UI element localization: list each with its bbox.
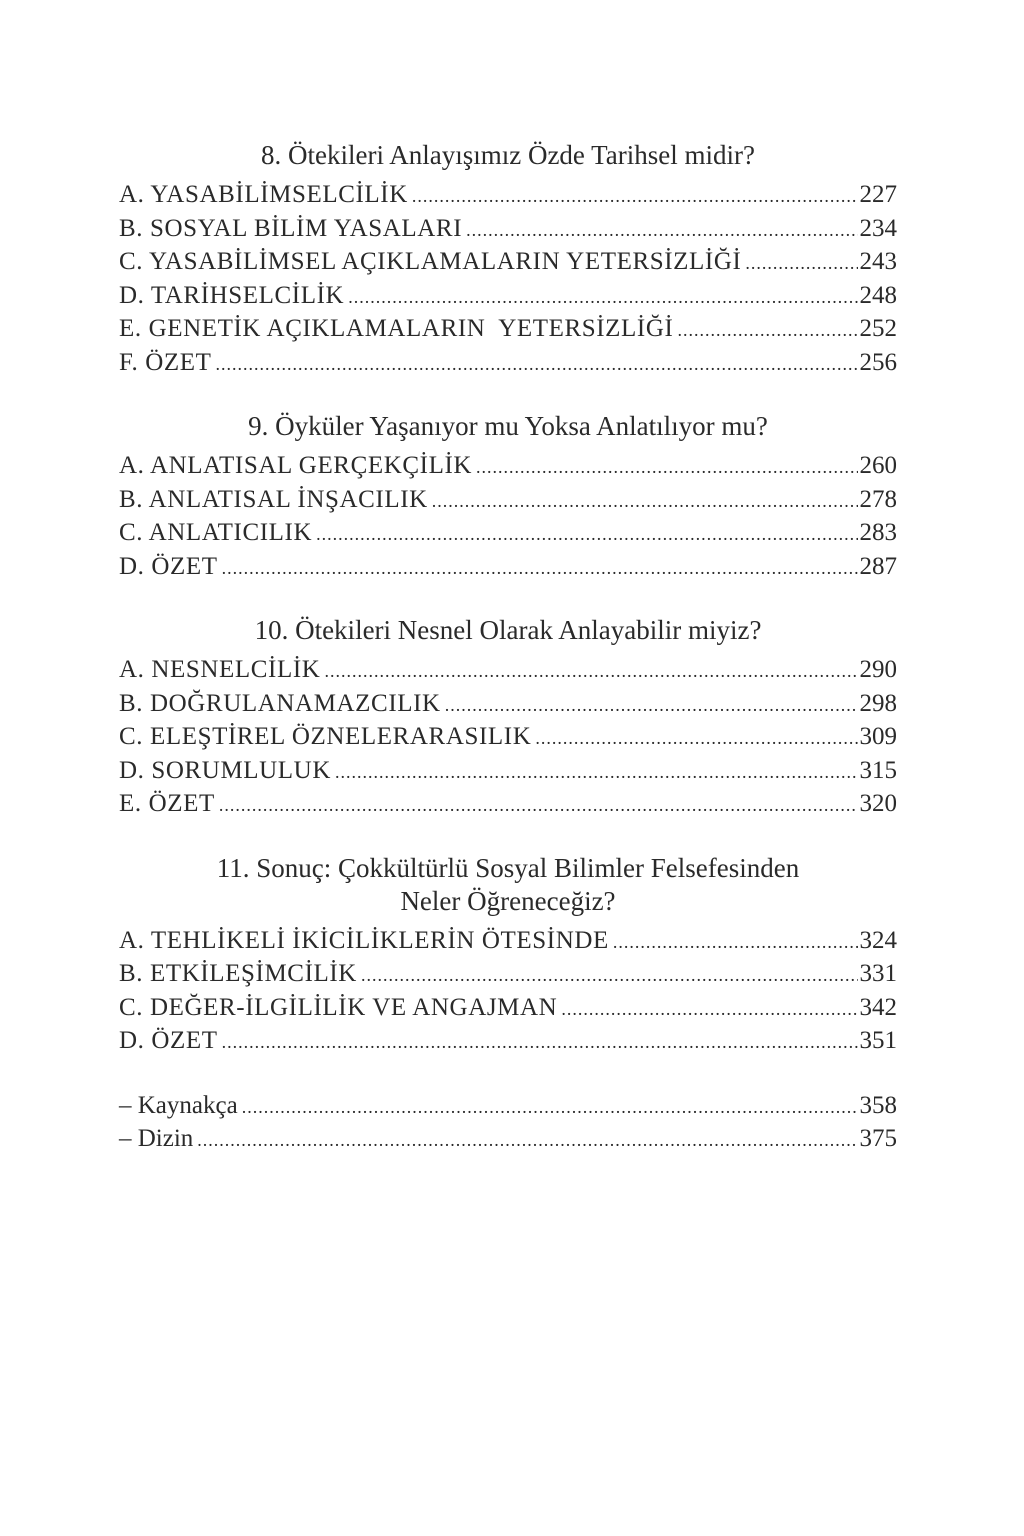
toc-entry-label: A. NESNELCİLİK <box>119 656 321 683</box>
toc-entry <box>119 550 897 584</box>
toc-entry-page: 324 <box>859 926 897 954</box>
toc-entry-label: B. SOSYAL BİLİM YASALARI <box>119 214 463 242</box>
dot-leader <box>197 1124 857 1158</box>
chapter-title-line: 10. Ötekileri Nesnel Olarak Anlayabilir miyiz? <box>254 615 762 645</box>
toc-entry-page: 342 <box>859 993 897 1021</box>
toc-entry-page: 243 <box>859 248 897 275</box>
toc-entry-label: – Dizin <box>119 1125 194 1152</box>
toc-entry <box>119 924 897 958</box>
toc-entry-label: D. ÖZET <box>119 1027 218 1054</box>
chapter-8 <box>119 139 897 379</box>
toc-entry <box>119 279 897 313</box>
toc-entry-page: 358 <box>859 1091 897 1119</box>
toc-entry-page: 320 <box>859 790 897 817</box>
chapter-title <box>119 852 897 918</box>
toc-entry <box>119 957 897 991</box>
dot-leader <box>412 180 858 214</box>
chapter-title-line: Neler Öğreneceğiz? <box>400 885 616 916</box>
dot-leader <box>324 655 857 689</box>
toc-entry <box>119 754 897 788</box>
dot-leader <box>476 451 857 485</box>
dot-leader <box>335 756 858 790</box>
dot-leader <box>222 552 858 586</box>
toc-entry <box>119 516 897 550</box>
toc-entry-label: C. YASABİLİMSEL AÇIKLAMALARIN YETERSİZLİĞİ <box>119 248 742 275</box>
toc-entry-page: 375 <box>859 1125 897 1152</box>
toc-entry-label: A. ANLATISAL GERÇEKÇİLİK <box>119 452 473 479</box>
dot-leader <box>361 959 858 993</box>
toc-entry <box>119 312 897 346</box>
chapter-title <box>119 410 897 443</box>
toc-entry-page: 234 <box>859 214 897 242</box>
toc-entry <box>119 449 897 483</box>
toc-entry <box>119 346 897 380</box>
chapter-title <box>119 139 897 172</box>
dot-leader <box>242 1091 858 1125</box>
toc-entry <box>119 212 897 246</box>
toc-entry <box>119 1089 897 1123</box>
dot-leader <box>445 689 858 723</box>
toc-entry <box>119 653 897 687</box>
backmatter <box>119 1089 897 1156</box>
toc-entry <box>119 687 897 721</box>
toc-entry-label: D. ÖZET <box>119 552 218 580</box>
toc-entry-label: – Kaynakça <box>119 1091 238 1119</box>
toc-entry-label: D. TARİHSELCİLİK <box>119 281 345 309</box>
dot-leader <box>561 993 857 1027</box>
table-of-contents <box>119 139 897 1156</box>
toc-entry-page: 331 <box>859 960 897 987</box>
toc-entry <box>119 787 897 821</box>
dot-leader <box>215 348 857 382</box>
toc-entry-page: 351 <box>859 1027 897 1054</box>
toc-entry-label: F. ÖZET <box>119 348 212 376</box>
chapter-title-line: 9. Öyküler Yaşanıyor mu Yoksa Anlatılıyor mu? <box>248 411 768 441</box>
toc-entry-label: A. YASABİLİMSELCİLİK <box>119 181 408 208</box>
toc-entry-label: D. SORUMLULUK <box>119 756 331 784</box>
chapter-title-line: 8. Ötekileri Anlayışımız Özde Tarihsel midir? <box>261 140 755 170</box>
dot-leader <box>613 926 858 960</box>
toc-entry-page: 227 <box>859 181 897 208</box>
toc-entry-label: A. TEHLİKELİ İKİCİLİKLERİN ÖTESİNDE <box>119 926 609 954</box>
toc-entry-label: B. ANLATISAL İNŞACILIK <box>119 485 428 513</box>
toc-entry-page: 278 <box>859 485 897 513</box>
toc-entry <box>119 1122 897 1156</box>
toc-entry-page: 315 <box>859 756 897 784</box>
toc-entry-page: 256 <box>859 348 897 376</box>
toc-entry-page: 290 <box>859 656 897 683</box>
toc-entry-page: 248 <box>859 281 897 309</box>
toc-entry-label: B. ETKİLEŞİMCİLİK <box>119 960 357 987</box>
chapter-9 <box>119 410 897 583</box>
toc-entry-label: C. ANLATICILIK <box>119 519 313 546</box>
toc-entry <box>119 991 897 1025</box>
dot-leader <box>677 314 857 348</box>
dot-leader <box>432 485 858 519</box>
dot-leader <box>745 247 857 281</box>
toc-entry <box>119 483 897 517</box>
chapter-11 <box>119 852 897 1058</box>
toc-entry-label: E. ÖZET <box>119 790 215 817</box>
toc-entry-page: 252 <box>859 315 897 342</box>
toc-entry-page: 309 <box>859 723 897 750</box>
dot-leader <box>316 518 857 552</box>
toc-entry <box>119 245 897 279</box>
toc-entry <box>119 178 897 212</box>
dot-leader <box>222 1026 858 1060</box>
toc-entry-label: C. ELEŞTİREL ÖZNELERARASILIK <box>119 723 532 750</box>
toc-entry-page: 260 <box>859 452 897 479</box>
toc-entry-label: B. DOĞRULANAMAZCILIK <box>119 689 441 717</box>
dot-leader <box>219 789 858 823</box>
chapter-title <box>119 614 897 647</box>
toc-entry <box>119 720 897 754</box>
dot-leader <box>535 722 857 756</box>
toc-entry <box>119 1024 897 1058</box>
toc-entry-label: E. GENETİK AÇIKLAMALARIN YETERSİZLİĞİ <box>119 315 674 342</box>
chapter-10 <box>119 614 897 821</box>
toc-entry-page: 283 <box>859 519 897 546</box>
dot-leader <box>466 214 857 248</box>
toc-entry-page: 287 <box>859 552 897 580</box>
toc-entry-label: C. DEĞER-İLGİLİLİK VE ANGAJMAN <box>119 993 558 1021</box>
dot-leader <box>348 281 857 315</box>
chapter-title-line: 11. Sonuç: Çokkültürlü Sosyal Bilimler Felsefesinden <box>216 852 800 883</box>
toc-entry-page: 298 <box>859 689 897 717</box>
